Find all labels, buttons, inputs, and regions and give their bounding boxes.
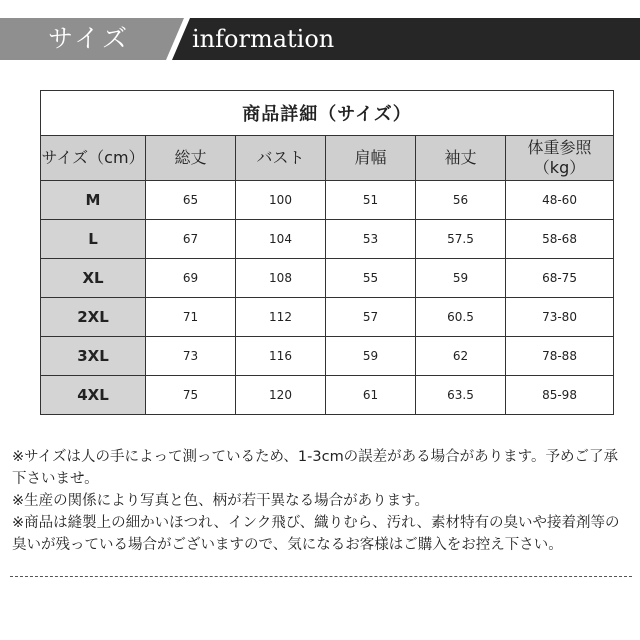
table-header-row — [41, 136, 614, 181]
table-cell: 60.5 — [416, 298, 506, 337]
table-cell: 48-60 — [506, 181, 614, 220]
table-cell: 67 — [146, 220, 236, 259]
table-cell: 56 — [416, 181, 506, 220]
notes-section — [12, 446, 632, 556]
table-cell: 73 — [146, 337, 236, 376]
table-cell: 69 — [146, 259, 236, 298]
table-cell: 63.5 — [416, 376, 506, 415]
size-label: XL — [41, 259, 146, 298]
table-cell: 73-80 — [506, 298, 614, 337]
table-cell: 116 — [236, 337, 326, 376]
table-cell: 100 — [236, 181, 326, 220]
note-color: ※生産の関係により写真と色、柄が若干異なる場合があります。 — [12, 493, 429, 509]
column-header: 肩幅 — [326, 136, 416, 181]
table-cell: 75 — [146, 376, 236, 415]
column-header: バスト — [236, 136, 326, 181]
dashed-divider — [10, 576, 632, 577]
note-quality: ※商品は縫製上の細かいほつれ、インク飛び、織りむら、汚れ、素材特有の臭いや接着剤等の臭いが残っている場合がございますので、気になるお客様はご購入をお控え下さい。 — [12, 515, 620, 553]
table-title: 商品詳細（サイズ） — [41, 91, 614, 136]
table-cell: 112 — [236, 298, 326, 337]
size-table — [40, 90, 614, 415]
table-row — [41, 259, 614, 298]
column-header: 体重参照 （kg） — [506, 136, 614, 181]
column-header: 総丈 — [146, 136, 236, 181]
table-cell: 53 — [326, 220, 416, 259]
table-row — [41, 181, 614, 220]
table-cell: 108 — [236, 259, 326, 298]
table-cell: 62 — [416, 337, 506, 376]
table-cell: 120 — [236, 376, 326, 415]
size-label: M — [41, 181, 146, 220]
note-measurement: ※サイズは人の手によって測っているため、1-3cmの誤差がある場合があります。予めご了承下さいませ。 — [12, 449, 619, 487]
table-cell: 71 — [146, 298, 236, 337]
column-header: 袖丈 — [416, 136, 506, 181]
table-row — [41, 337, 614, 376]
column-header: サイズ（cm） — [41, 136, 146, 181]
header-title-jp: サイズ — [48, 24, 131, 53]
table-row — [41, 376, 614, 415]
size-label: 3XL — [41, 337, 146, 376]
table-cell: 104 — [236, 220, 326, 259]
table-cell: 61 — [326, 376, 416, 415]
table-cell: 58-68 — [506, 220, 614, 259]
table-cell: 59 — [326, 337, 416, 376]
table-cell: 68-75 — [506, 259, 614, 298]
table-cell: 51 — [326, 181, 416, 220]
table-cell: 55 — [326, 259, 416, 298]
header-title-en: information — [192, 25, 335, 53]
table-cell: 59 — [416, 259, 506, 298]
size-label: 2XL — [41, 298, 146, 337]
table-cell: 85-98 — [506, 376, 614, 415]
table-row — [41, 298, 614, 337]
table-cell: 65 — [146, 181, 236, 220]
size-label: 4XL — [41, 376, 146, 415]
table-cell: 78-88 — [506, 337, 614, 376]
table-cell: 57 — [326, 298, 416, 337]
table-cell: 57.5 — [416, 220, 506, 259]
table-row — [41, 220, 614, 259]
size-label: L — [41, 220, 146, 259]
